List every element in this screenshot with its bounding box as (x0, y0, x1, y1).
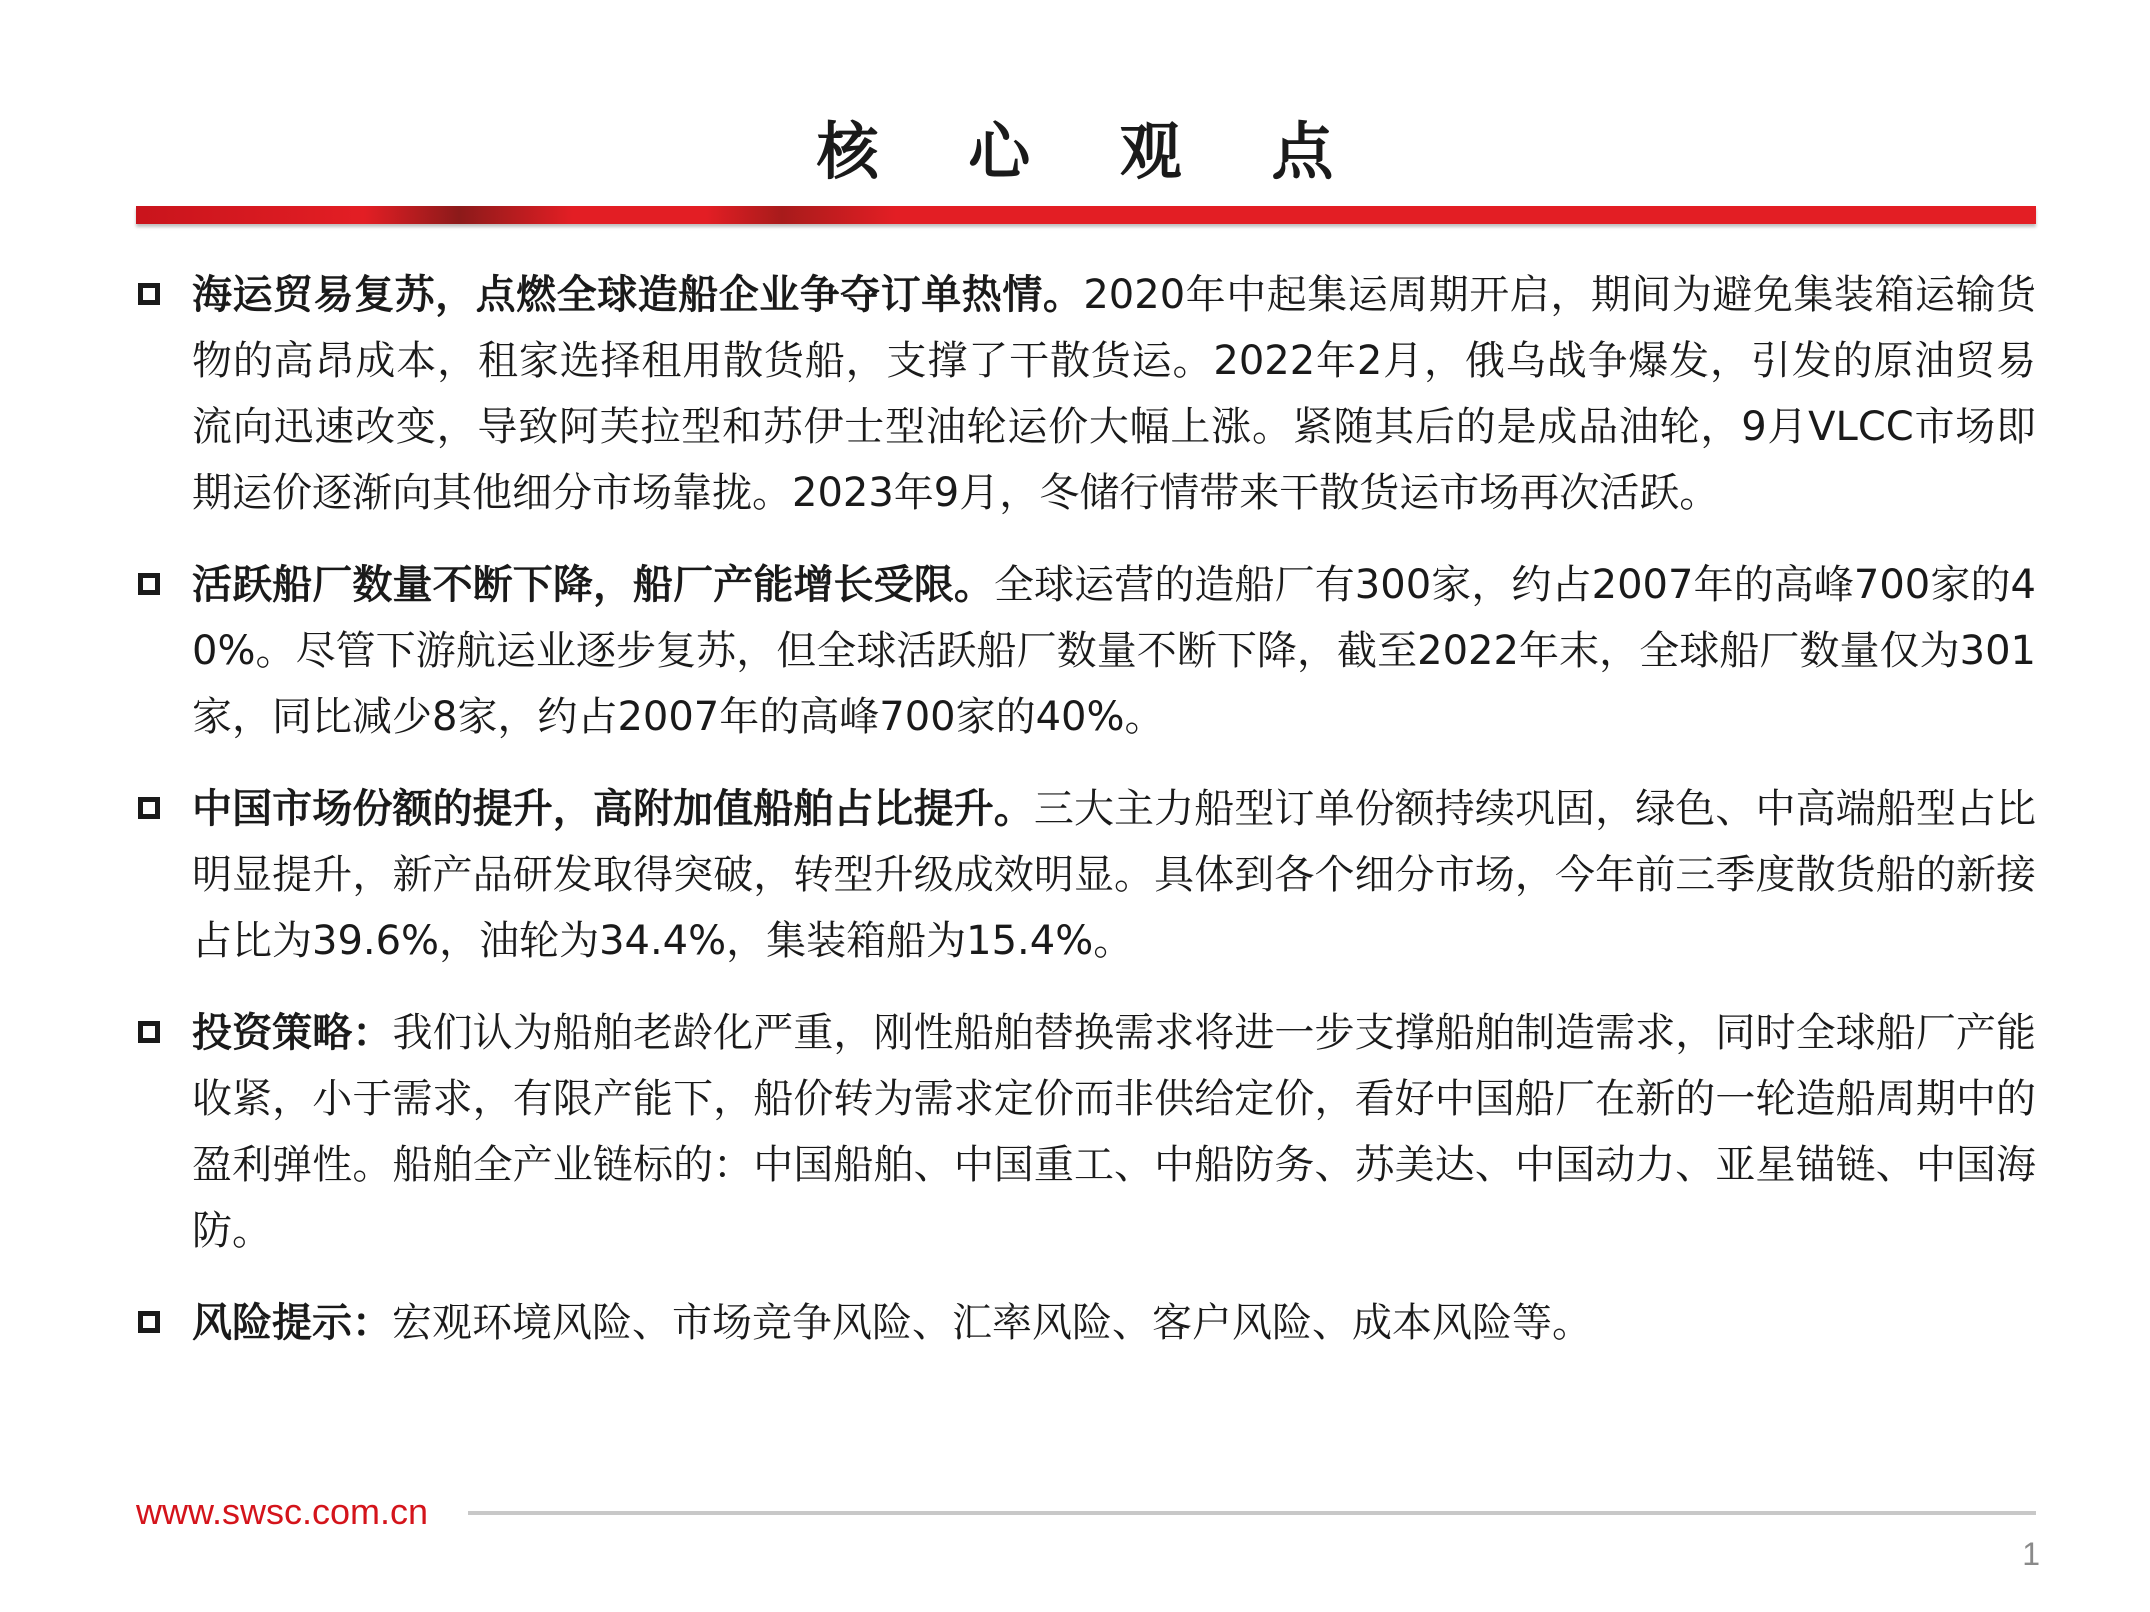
key-point-body: 2020年中起集运周期开启，期间为避免集装箱运输货物的高昂成本，租家选择租用散货船，支撑了干散货运。2022年2月，俄乌战争爆发，引发的原油贸易流向迅速改变，导致阿芙拉型和苏伊士型油轮运价大幅上涨。紧随其后的是成品油轮，9月VLCC市场即期运价逐渐向其他细分市场靠拢。2023年9月，冬储行情带来干散货运市场再次活跃。 (192, 272, 2036, 516)
title-divider-bar (136, 206, 2036, 224)
footer-divider (468, 1511, 2036, 1515)
page-number: 1 (2022, 1536, 2040, 1572)
key-point-body: 三大主力船型订单份额持续巩固，绿色、中高端船型占比明显提升，新产品研发取得突破，转型升级成效明显。具体到各个细分市场，今年前三季度散货船的新接占比为39.6%，油轮为34.4%，集装箱船为15.4%。 (192, 786, 2037, 964)
key-point-body: 我们认为船舶老龄化严重，刚性船舶替换需求将进一步支撑船舶制造需求，同时全球船厂产能收紧，小于需求，有限产能下，船价转为需求定价而非供给定价，看好中国船厂在新的一轮造船周期中的盈利弹性。船舶全产业链标的：中国船舶、中国重工、中船防务、苏美达、中国动力、亚星锚链、中国海防。 (192, 1010, 2037, 1254)
key-point-trade-recovery (136, 262, 2036, 526)
key-point-heading: 海运贸易复苏，点燃全球造船企业争夺订单热情。 (192, 272, 1084, 318)
key-point-china-share (136, 776, 2036, 974)
key-points-list (136, 262, 2036, 1382)
square-bullet-icon (138, 283, 160, 305)
key-point-heading: 投资策略： (192, 1010, 393, 1056)
key-point-heading: 中国市场份额的提升，高附加值船舶占比提升。 (192, 786, 1034, 832)
square-bullet-icon (138, 797, 160, 819)
key-point-body: 全球运营的造船厂有300家，约占2007年的高峰700家的40%。尽管下游航运业逐步复苏，但全球活跃船厂数量不断下降，截至2022年末，全球船厂数量仅为301家，同比减少8家，约占2007年的高峰700家的40%。 (192, 562, 2036, 740)
key-point-heading: 风险提示： (192, 1300, 392, 1346)
page-title: 核 心 观 点 (816, 115, 1368, 188)
key-point-heading: 活跃船厂数量不断下降，船厂产能增长受限。 (192, 562, 994, 608)
square-bullet-icon (138, 573, 160, 595)
footer-website-link[interactable]: www.swsc.com.cn (136, 1491, 429, 1532)
key-point-shipyard-capacity (136, 552, 2036, 750)
key-point-investment-strategy (136, 1000, 2036, 1264)
square-bullet-icon (138, 1021, 160, 1043)
key-point-body: 宏观环境风险、市场竞争风险、汇率风险、客户风险、成本风险等。 (392, 1300, 1592, 1346)
square-bullet-icon (138, 1311, 160, 1333)
key-point-risk-warning (136, 1290, 2036, 1356)
